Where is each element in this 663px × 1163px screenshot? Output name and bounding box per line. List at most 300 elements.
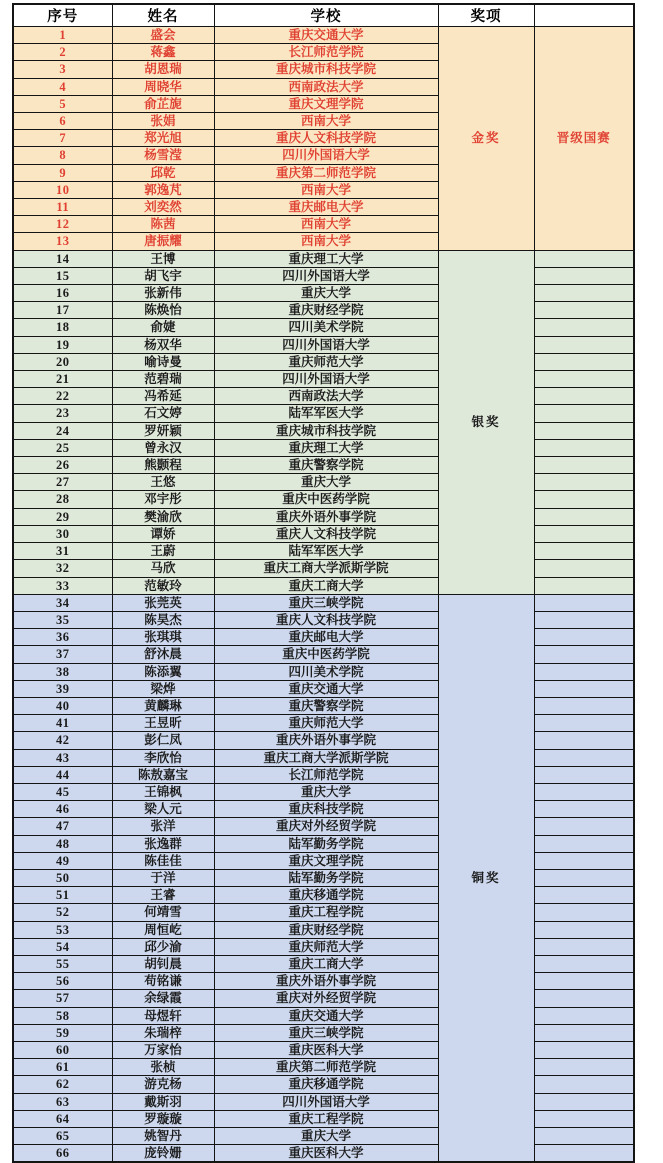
school-cell: 重庆三峡学院 — [214, 594, 438, 611]
note-cell — [534, 680, 634, 697]
rank-cell: 16 — [13, 285, 112, 302]
rank-cell: 42 — [13, 732, 112, 749]
award-cell-silver: 银奖 — [438, 250, 534, 594]
name-cell: 郭逸芃 — [112, 181, 214, 198]
school-cell: 重庆财经学院 — [214, 921, 438, 938]
note-cell — [534, 353, 634, 370]
note-cell — [534, 457, 634, 474]
header-rank: 序号 — [13, 4, 112, 27]
school-cell: 重庆文理学院 — [214, 852, 438, 869]
note-cell — [534, 715, 634, 732]
table-row — [13, 319, 634, 336]
note-cell — [534, 1007, 634, 1024]
rank-cell: 19 — [13, 336, 112, 353]
rank-cell: 20 — [13, 353, 112, 370]
table-row — [13, 302, 634, 319]
name-cell: 张莞英 — [112, 594, 214, 611]
school-cell: 重庆大学 — [214, 783, 438, 800]
school-cell: 重庆师范大学 — [214, 715, 438, 732]
rank-cell: 60 — [13, 1041, 112, 1058]
name-cell: 陈昊杰 — [112, 611, 214, 628]
note-cell — [534, 1076, 634, 1093]
school-cell: 重庆工程学院 — [214, 1110, 438, 1127]
rank-cell: 10 — [13, 181, 112, 198]
table-row — [13, 887, 634, 904]
school-cell: 重庆工商大学派斯学院 — [214, 749, 438, 766]
name-cell: 郑光旭 — [112, 130, 214, 147]
name-cell: 俞芷旎 — [112, 95, 214, 112]
name-cell: 陈焕怡 — [112, 302, 214, 319]
name-cell: 罗璇璇 — [112, 1110, 214, 1127]
table-body — [13, 27, 634, 1163]
header-note — [534, 4, 634, 27]
school-cell: 重庆医科大学 — [214, 1145, 438, 1163]
table-row — [13, 783, 634, 800]
note-cell — [534, 250, 634, 267]
name-cell: 王博 — [112, 250, 214, 267]
table-row — [13, 766, 634, 783]
school-cell: 西南大学 — [214, 181, 438, 198]
table-row — [13, 749, 634, 766]
table-row — [13, 1059, 634, 1076]
name-cell: 王昱昕 — [112, 715, 214, 732]
note-cell — [534, 336, 634, 353]
school-cell: 重庆警察学院 — [214, 457, 438, 474]
table-row — [13, 577, 634, 594]
school-cell: 重庆城市科技学院 — [214, 422, 438, 439]
table-row — [13, 1041, 634, 1058]
note-cell — [534, 852, 634, 869]
table-row — [13, 388, 634, 405]
header-award: 奖项 — [438, 4, 534, 27]
table-row — [13, 27, 634, 44]
note-cell — [534, 663, 634, 680]
rank-cell: 34 — [13, 594, 112, 611]
note-cell — [534, 611, 634, 628]
rank-cell: 49 — [13, 852, 112, 869]
rank-cell: 17 — [13, 302, 112, 319]
note-cell — [534, 422, 634, 439]
school-cell: 长江师范学院 — [214, 44, 438, 61]
note-cell — [534, 439, 634, 456]
table-row — [13, 285, 634, 302]
name-cell: 万家怡 — [112, 1041, 214, 1058]
rank-cell: 57 — [13, 990, 112, 1007]
table-row — [13, 1128, 634, 1145]
rank-cell: 58 — [13, 1007, 112, 1024]
note-cell — [534, 302, 634, 319]
table-row — [13, 715, 634, 732]
name-cell: 谭娇 — [112, 525, 214, 542]
note-cell — [534, 491, 634, 508]
name-cell: 陈茜 — [112, 216, 214, 233]
name-cell: 张洋 — [112, 818, 214, 835]
rank-cell: 52 — [13, 904, 112, 921]
table-row — [13, 629, 634, 646]
note-cell — [534, 474, 634, 491]
note-cell — [534, 594, 634, 611]
school-cell: 重庆对外经贸学院 — [214, 818, 438, 835]
table-row — [13, 422, 634, 439]
award-cell-bronze: 铜奖 — [438, 594, 534, 1162]
rank-cell: 23 — [13, 405, 112, 422]
note-cell — [534, 388, 634, 405]
note-cell — [534, 766, 634, 783]
rank-cell: 29 — [13, 508, 112, 525]
note-cell — [534, 267, 634, 284]
school-cell: 重庆医科大学 — [214, 1041, 438, 1058]
table-row — [13, 646, 634, 663]
name-cell: 于洋 — [112, 869, 214, 886]
note-cell — [534, 577, 634, 594]
rank-cell: 40 — [13, 697, 112, 714]
rank-cell: 26 — [13, 457, 112, 474]
table-row — [13, 955, 634, 972]
name-cell: 戴斯羽 — [112, 1093, 214, 1110]
table-row — [13, 267, 634, 284]
table-row — [13, 405, 634, 422]
rank-cell: 28 — [13, 491, 112, 508]
school-cell: 长江师范学院 — [214, 766, 438, 783]
note-cell — [534, 732, 634, 749]
name-cell: 苟铭谦 — [112, 973, 214, 990]
rank-cell: 47 — [13, 818, 112, 835]
school-cell: 西南大学 — [214, 233, 438, 250]
rank-cell: 39 — [13, 680, 112, 697]
rank-cell: 36 — [13, 629, 112, 646]
name-cell: 周晓华 — [112, 78, 214, 95]
rank-cell: 48 — [13, 835, 112, 852]
school-cell: 重庆大学 — [214, 285, 438, 302]
rank-cell: 66 — [13, 1145, 112, 1163]
table-row — [13, 543, 634, 560]
table-row — [13, 663, 634, 680]
table-row — [13, 353, 634, 370]
rank-cell: 14 — [13, 250, 112, 267]
name-cell: 盛会 — [112, 27, 214, 44]
school-cell: 重庆文理学院 — [214, 95, 438, 112]
school-cell: 重庆大学 — [214, 1128, 438, 1145]
name-cell: 张娟 — [112, 113, 214, 130]
name-cell: 王蔚 — [112, 543, 214, 560]
note-cell — [534, 508, 634, 525]
note-cell — [534, 749, 634, 766]
name-cell: 蒋鑫 — [112, 44, 214, 61]
name-cell: 母煜轩 — [112, 1007, 214, 1024]
name-cell: 张新伟 — [112, 285, 214, 302]
school-cell: 重庆工程学院 — [214, 904, 438, 921]
table-row — [13, 904, 634, 921]
school-cell: 西南大学 — [214, 216, 438, 233]
note-cell-gold: 晋级国赛 — [534, 27, 634, 251]
name-cell: 姚智丹 — [112, 1128, 214, 1145]
rank-cell: 2 — [13, 44, 112, 61]
school-cell: 重庆交通大学 — [214, 680, 438, 697]
rank-cell: 35 — [13, 611, 112, 628]
school-cell: 重庆城市科技学院 — [214, 61, 438, 78]
name-cell: 喻诗曼 — [112, 353, 214, 370]
note-cell — [534, 1128, 634, 1145]
name-cell: 唐振耀 — [112, 233, 214, 250]
note-cell — [534, 1110, 634, 1127]
rank-cell: 3 — [13, 61, 112, 78]
rank-cell: 8 — [13, 147, 112, 164]
name-cell: 庞铃姗 — [112, 1145, 214, 1163]
school-cell: 重庆第二师范学院 — [214, 164, 438, 181]
school-cell: 四川外国语大学 — [214, 1093, 438, 1110]
rank-cell: 63 — [13, 1093, 112, 1110]
table-row — [13, 1076, 634, 1093]
note-cell — [534, 938, 634, 955]
rank-cell: 53 — [13, 921, 112, 938]
note-cell — [534, 697, 634, 714]
rank-cell: 12 — [13, 216, 112, 233]
rank-cell: 27 — [13, 474, 112, 491]
name-cell: 朱瑞梓 — [112, 1024, 214, 1041]
table-header — [13, 4, 634, 27]
name-cell: 李欣怡 — [112, 749, 214, 766]
rank-cell: 43 — [13, 749, 112, 766]
rank-cell: 22 — [13, 388, 112, 405]
school-cell: 重庆外语外事学院 — [214, 732, 438, 749]
table-row — [13, 1024, 634, 1041]
rank-cell: 59 — [13, 1024, 112, 1041]
rank-cell: 21 — [13, 371, 112, 388]
school-cell: 陆军勤务学院 — [214, 835, 438, 852]
name-cell: 梁烨 — [112, 680, 214, 697]
school-cell: 重庆中医药学院 — [214, 491, 438, 508]
rank-cell: 62 — [13, 1076, 112, 1093]
header-row — [13, 4, 634, 27]
name-cell: 何靖雪 — [112, 904, 214, 921]
rank-cell: 45 — [13, 783, 112, 800]
name-cell: 马欣 — [112, 560, 214, 577]
table-row — [13, 474, 634, 491]
note-cell — [534, 887, 634, 904]
school-cell: 四川外国语大学 — [214, 147, 438, 164]
rank-cell: 51 — [13, 887, 112, 904]
name-cell: 邱乾 — [112, 164, 214, 181]
school-cell: 重庆师范大学 — [214, 938, 438, 955]
note-cell — [534, 646, 634, 663]
rank-cell: 50 — [13, 869, 112, 886]
school-cell: 重庆人文科技学院 — [214, 130, 438, 147]
name-cell: 范碧瑞 — [112, 371, 214, 388]
school-cell: 重庆外语外事学院 — [214, 973, 438, 990]
note-cell — [534, 1059, 634, 1076]
rank-cell: 38 — [13, 663, 112, 680]
table-row — [13, 250, 634, 267]
note-cell — [534, 1093, 634, 1110]
school-cell: 西南政法大学 — [214, 78, 438, 95]
table-row — [13, 801, 634, 818]
name-cell: 黄麟琳 — [112, 697, 214, 714]
note-cell — [534, 921, 634, 938]
school-cell: 重庆财经学院 — [214, 302, 438, 319]
school-cell: 西南政法大学 — [214, 388, 438, 405]
school-cell: 重庆人文科技学院 — [214, 611, 438, 628]
rank-cell: 1 — [13, 27, 112, 44]
table-row — [13, 1145, 634, 1163]
school-cell: 四川外国语大学 — [214, 336, 438, 353]
table-row — [13, 611, 634, 628]
name-cell: 邓宇彤 — [112, 491, 214, 508]
rank-cell: 15 — [13, 267, 112, 284]
table-row — [13, 973, 634, 990]
name-cell: 胡恩瑞 — [112, 61, 214, 78]
table-row — [13, 835, 634, 852]
rank-cell: 25 — [13, 439, 112, 456]
note-cell — [534, 904, 634, 921]
rank-cell: 54 — [13, 938, 112, 955]
school-cell: 四川美术学院 — [214, 319, 438, 336]
table-row — [13, 869, 634, 886]
school-cell: 西南大学 — [214, 113, 438, 130]
rank-cell: 32 — [13, 560, 112, 577]
name-cell: 冯希延 — [112, 388, 214, 405]
header-school: 学校 — [214, 4, 438, 27]
school-cell: 重庆对外经贸学院 — [214, 990, 438, 1007]
note-cell — [534, 783, 634, 800]
name-cell: 曾永汉 — [112, 439, 214, 456]
name-cell: 张逸群 — [112, 835, 214, 852]
note-cell — [534, 285, 634, 302]
name-cell: 范敏玲 — [112, 577, 214, 594]
note-cell — [534, 629, 634, 646]
rank-cell: 33 — [13, 577, 112, 594]
note-cell — [534, 955, 634, 972]
name-cell: 王悠 — [112, 474, 214, 491]
table-row — [13, 1093, 634, 1110]
school-cell: 重庆人文科技学院 — [214, 525, 438, 542]
note-cell — [534, 835, 634, 852]
rank-cell: 24 — [13, 422, 112, 439]
award-cell-gold: 金奖 — [438, 27, 534, 251]
school-cell: 重庆理工大学 — [214, 439, 438, 456]
rank-cell: 61 — [13, 1059, 112, 1076]
school-cell: 重庆邮电大学 — [214, 629, 438, 646]
rank-cell: 11 — [13, 199, 112, 216]
school-cell: 重庆理工大学 — [214, 250, 438, 267]
name-cell: 樊渝欣 — [112, 508, 214, 525]
table-row — [13, 1007, 634, 1024]
table-row — [13, 439, 634, 456]
award-results-table — [12, 3, 635, 1163]
table-row — [13, 525, 634, 542]
name-cell: 陈佳佳 — [112, 852, 214, 869]
table-row — [13, 594, 634, 611]
rank-cell: 64 — [13, 1110, 112, 1127]
note-cell — [534, 525, 634, 542]
name-cell: 熊颢程 — [112, 457, 214, 474]
school-cell: 重庆外语外事学院 — [214, 508, 438, 525]
table-row — [13, 336, 634, 353]
rank-cell: 9 — [13, 164, 112, 181]
school-cell: 重庆邮电大学 — [214, 199, 438, 216]
name-cell: 胡飞宇 — [112, 267, 214, 284]
note-cell — [534, 543, 634, 560]
school-cell: 陆军勤务学院 — [214, 869, 438, 886]
name-cell: 杨雪滢 — [112, 147, 214, 164]
school-cell: 重庆师范大学 — [214, 353, 438, 370]
name-cell: 陈敖嘉宝 — [112, 766, 214, 783]
school-cell: 重庆工商大学派斯学院 — [214, 560, 438, 577]
note-cell — [534, 869, 634, 886]
name-cell: 王睿 — [112, 887, 214, 904]
school-cell: 四川美术学院 — [214, 663, 438, 680]
school-cell: 重庆大学 — [214, 474, 438, 491]
table-row — [13, 938, 634, 955]
name-cell: 张琪琪 — [112, 629, 214, 646]
rank-cell: 13 — [13, 233, 112, 250]
table-row — [13, 990, 634, 1007]
school-cell: 陆军军医大学 — [214, 543, 438, 560]
name-cell: 梁人元 — [112, 801, 214, 818]
note-cell — [534, 990, 634, 1007]
rank-cell: 18 — [13, 319, 112, 336]
name-cell: 余绿霞 — [112, 990, 214, 1007]
school-cell: 重庆科技学院 — [214, 801, 438, 818]
table-row — [13, 1110, 634, 1127]
note-cell — [534, 801, 634, 818]
name-cell: 胡钊晨 — [112, 955, 214, 972]
note-cell — [534, 405, 634, 422]
rank-cell: 6 — [13, 113, 112, 130]
school-cell: 重庆工商大学 — [214, 577, 438, 594]
name-cell: 罗妍颖 — [112, 422, 214, 439]
rank-cell: 5 — [13, 95, 112, 112]
school-cell: 重庆移通学院 — [214, 887, 438, 904]
name-cell: 邱少渝 — [112, 938, 214, 955]
table-row — [13, 491, 634, 508]
name-cell: 舒沐晨 — [112, 646, 214, 663]
name-cell: 俞婕 — [112, 319, 214, 336]
name-cell: 陈添翼 — [112, 663, 214, 680]
school-cell: 四川外国语大学 — [214, 267, 438, 284]
school-cell: 四川外国语大学 — [214, 371, 438, 388]
note-cell — [534, 560, 634, 577]
rank-cell: 55 — [13, 955, 112, 972]
table-row — [13, 852, 634, 869]
school-cell: 重庆警察学院 — [214, 697, 438, 714]
school-cell: 重庆交通大学 — [214, 27, 438, 44]
table-row — [13, 818, 634, 835]
rank-cell: 41 — [13, 715, 112, 732]
school-cell: 重庆三峡学院 — [214, 1024, 438, 1041]
note-cell — [534, 1041, 634, 1058]
table-row — [13, 697, 634, 714]
rank-cell: 56 — [13, 973, 112, 990]
name-cell: 刘奕然 — [112, 199, 214, 216]
rank-cell: 30 — [13, 525, 112, 542]
name-cell: 杨双华 — [112, 336, 214, 353]
note-cell — [534, 973, 634, 990]
school-cell: 重庆移通学院 — [214, 1076, 438, 1093]
rank-cell: 65 — [13, 1128, 112, 1145]
table-row — [13, 680, 634, 697]
note-cell — [534, 371, 634, 388]
school-cell: 重庆第二师范学院 — [214, 1059, 438, 1076]
name-cell: 王锦枫 — [112, 783, 214, 800]
school-cell: 重庆交通大学 — [214, 1007, 438, 1024]
rank-cell: 46 — [13, 801, 112, 818]
table-row — [13, 457, 634, 474]
name-cell: 彭仁凤 — [112, 732, 214, 749]
rank-cell: 7 — [13, 130, 112, 147]
table-row — [13, 371, 634, 388]
table-row — [13, 560, 634, 577]
rank-cell: 44 — [13, 766, 112, 783]
